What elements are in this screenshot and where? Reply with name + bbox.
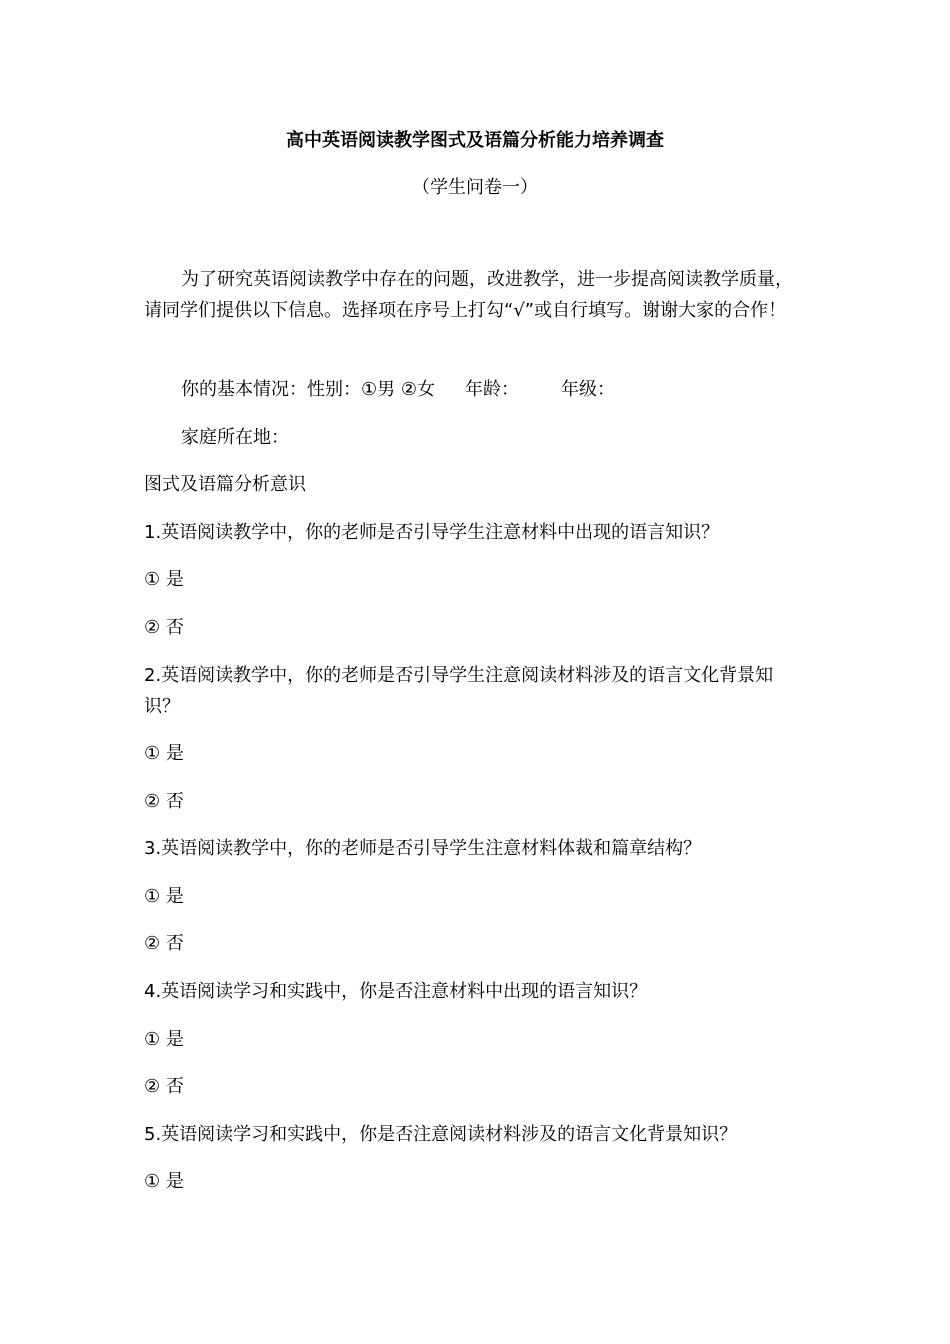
option-no: ② 否 — [144, 1076, 184, 1097]
intro-paragraph: 为了研究英语阅读教学中存在的问题，改进教学，进一步提高阅读教学质量，请同学们提供以下信息。选择项在序号上打勾“√”或自行填写。谢谢大家的合作！ — [144, 269, 793, 321]
basic-info-line — [181, 377, 615, 403]
question-text: 4.英语阅读学习和实践中，你是否注意材料中出现的语言知识？ — [144, 981, 648, 1002]
question-text: 2.英语阅读教学中，你的老师是否引导学生注意阅读材料涉及的语言文化背景知识？ — [144, 665, 774, 717]
option-yes: ① 是 — [144, 886, 184, 907]
option-no: ② 否 — [144, 933, 184, 954]
gender-options: ①男 ②女 — [361, 379, 435, 400]
question-text: 3.英语阅读教学中，你的老师是否引导学生注意材料体裁和篇章结构？ — [144, 838, 702, 859]
option-yes: ① 是 — [144, 1029, 184, 1050]
option-yes: ① 是 — [144, 1171, 184, 1192]
grade-label: 年级： — [561, 379, 615, 400]
basic-info-label: 你的基本情况： — [181, 379, 307, 400]
option-no: ② 否 — [144, 617, 184, 638]
gender-label: 性别： — [307, 379, 361, 400]
option-yes: ① 是 — [144, 743, 184, 764]
question-text: 1.英语阅读教学中，你的老师是否引导学生注意材料中出现的语言知识？ — [144, 522, 720, 543]
section-title: 图式及语篇分析意识 — [144, 474, 306, 495]
document-subtitle: （学生问卷一） — [412, 177, 538, 198]
document-title: 高中英语阅读教学图式及语篇分析能力培养调查 — [286, 130, 664, 151]
age-label: 年龄： — [465, 379, 519, 400]
home-location-label: 家庭所在地： — [181, 427, 289, 448]
option-yes: ① 是 — [144, 569, 184, 590]
question-text: 5.英语阅读学习和实践中，你是否注意阅读材料涉及的语言文化背景知识？ — [144, 1124, 738, 1145]
option-no: ② 否 — [144, 791, 184, 812]
